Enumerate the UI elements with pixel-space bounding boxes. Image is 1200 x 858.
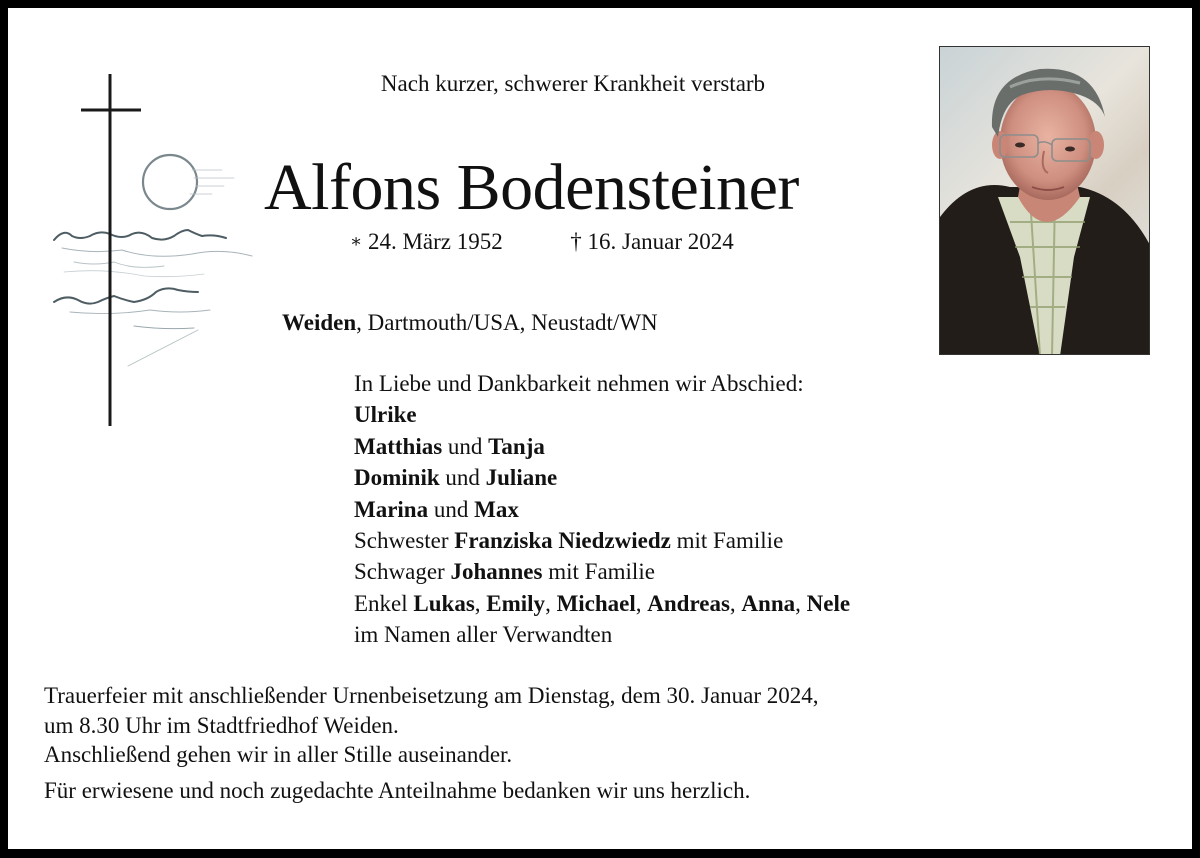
mourner-name: Lukas [413, 590, 475, 616]
mourner-name: Andreas [647, 590, 730, 616]
mourner-line [354, 525, 850, 556]
separator: , [474, 590, 487, 616]
mourner-name: Emily [486, 590, 546, 616]
birth-symbol-icon: ∗ [350, 231, 363, 251]
place-primary: Weiden [282, 310, 357, 335]
separator: , [795, 590, 807, 616]
mourner-line [354, 588, 850, 619]
place-others: , Dartmouth/USA, Neustadt/WN [356, 310, 658, 335]
mourner-name: Dominik [354, 465, 440, 491]
mourner-name: Matthias [354, 433, 443, 459]
mourner-name: Ulrike [354, 402, 417, 428]
mourner-name: Michael [556, 590, 636, 616]
thanks-line: Für erwiesene und noch zugedachte Anteilnahme bedanken wir uns herzlich. [44, 777, 751, 803]
cross-landscape-illustration [44, 66, 274, 426]
mourners-list [354, 368, 850, 651]
mourner-name: Marina [354, 496, 429, 522]
connector: und [442, 433, 489, 459]
obituary-notice [8, 8, 1192, 849]
connector: mit Familie [670, 528, 784, 554]
ceremony-line: Trauerfeier mit anschließender Urnenbeisetzung am Dienstag, dem 30. Januar 2024, [44, 683, 819, 708]
mourner-line [354, 462, 850, 493]
mourner-line [354, 494, 850, 525]
connector: und [428, 496, 475, 522]
ceremony-line: um 8.30 Uhr im Stadtfriedhof Weiden. [44, 712, 399, 738]
separator: , [635, 590, 648, 616]
death-date: 16. Januar 2024 [587, 229, 734, 254]
birth-date: 24. März 1952 [367, 229, 503, 254]
mourner-line [354, 399, 850, 430]
portrait-illustration [940, 47, 1150, 355]
mourner-name: Anna [741, 590, 796, 616]
cross-icon [81, 74, 141, 426]
relation: Enkel [354, 590, 414, 616]
ceremony-info [44, 681, 819, 805]
death-symbol-icon: † [570, 229, 582, 254]
landscape-sketch [54, 155, 252, 366]
mourner-name: Juliane [485, 465, 558, 491]
separator: , [729, 590, 742, 616]
mourner-line [354, 431, 850, 462]
places [282, 310, 658, 336]
connector: mit Familie [542, 559, 655, 585]
life-dates [350, 229, 734, 255]
ceremony-line: Anschließend gehen wir in aller Stille auseinander. [44, 742, 513, 767]
mourner-name: Nele [806, 590, 851, 616]
separator: , [545, 590, 557, 616]
mourners-heading: In Liebe und Dankbarkeit nehmen wir Abschied: [354, 371, 804, 396]
mourner-name: Johannes [450, 559, 543, 585]
mourner-name: Max [474, 496, 519, 522]
intro-line: Nach kurzer, schwerer Krankheit verstarb [380, 71, 766, 96]
connector: und [439, 465, 486, 491]
portrait-photo [939, 46, 1150, 355]
relation: Schwester [354, 528, 455, 554]
mourners-closing: im Namen aller Verwandten [354, 622, 613, 648]
mourner-name: Franziska Niedzwiedz [454, 528, 671, 554]
deceased-name: Alfons Bodensteiner [264, 151, 799, 224]
mourner-name: Tanja [488, 433, 545, 459]
mourner-line [354, 556, 850, 587]
relation: Schwager [354, 559, 451, 585]
